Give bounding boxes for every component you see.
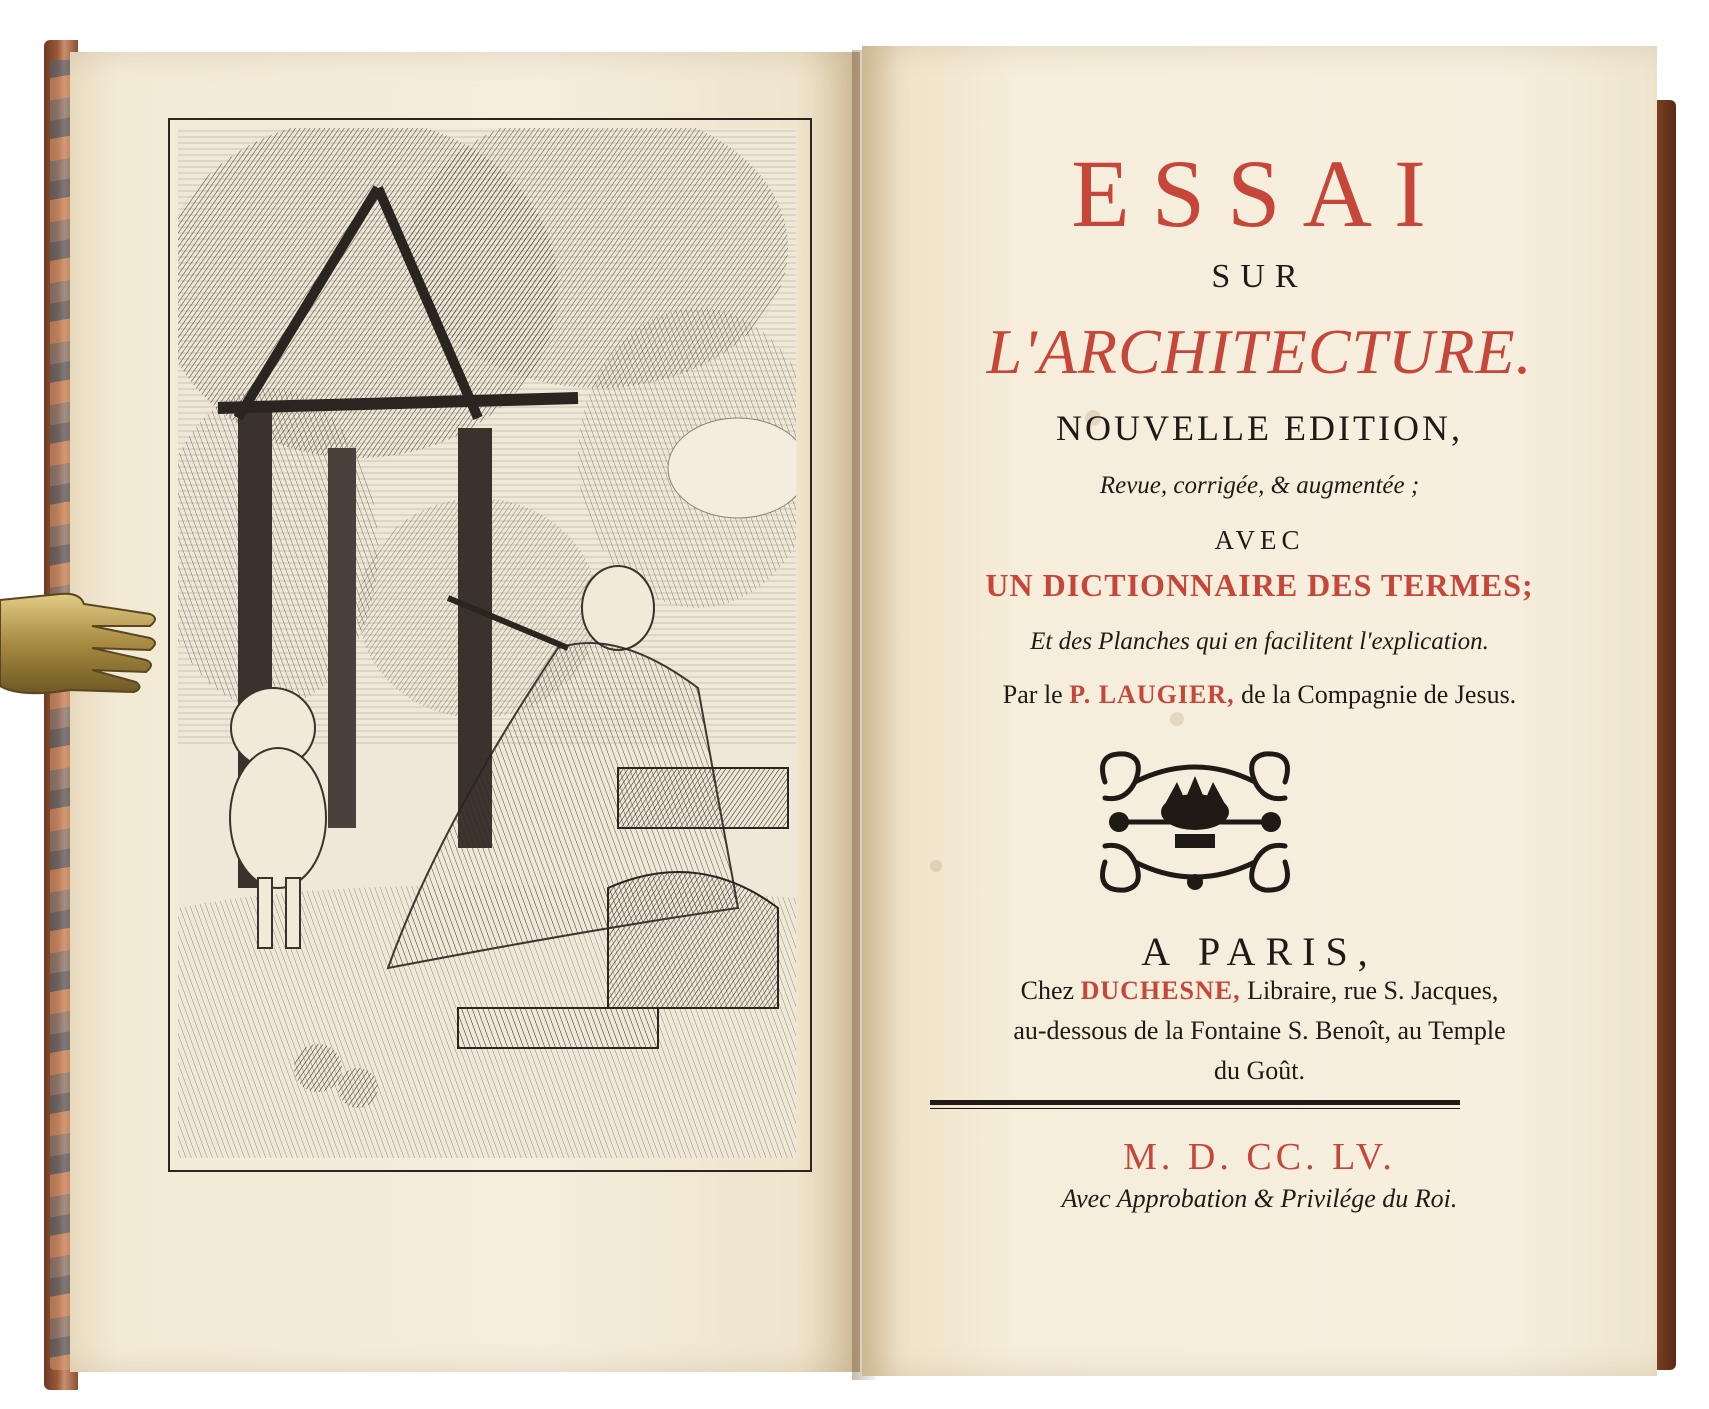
dictionnaire-line: UN DICTIONNAIRE DES TERMES; bbox=[985, 567, 1534, 603]
imprint-date: M. D. CC. LV. bbox=[1123, 1136, 1396, 1178]
edition-line: NOUVELLE EDITION, bbox=[1056, 408, 1463, 448]
planches-line: Et des Planches qui en facilitent l'explication. bbox=[1030, 628, 1489, 655]
publisher-name: DUCHESNE, bbox=[1080, 976, 1241, 1005]
title-essai: ESSAI bbox=[1071, 140, 1448, 247]
address-line-2: du Goût. bbox=[1214, 1056, 1305, 1085]
title-architecture: L'ARCHITECTURE. bbox=[986, 316, 1533, 387]
author-suffix: de la Compagnie de Jesus. bbox=[1234, 680, 1517, 709]
publisher-line bbox=[862, 976, 1657, 1006]
author-prefix: Par le bbox=[1002, 680, 1070, 709]
divider-rule bbox=[930, 1100, 1460, 1105]
publisher-suffix: Libraire, rue S. Jacques, bbox=[1240, 976, 1499, 1005]
divider-rule-thin bbox=[930, 1108, 1460, 1109]
printer-ornament-icon bbox=[1085, 742, 1305, 902]
foxing-spot bbox=[1170, 712, 1184, 726]
author-name: P. LAUGIER, bbox=[1069, 680, 1235, 709]
frontispiece-engraving bbox=[178, 128, 796, 1158]
publisher-prefix: Chez bbox=[1020, 976, 1081, 1005]
approbation-line: Avec Approbation & Privilége du Roi. bbox=[1061, 1184, 1458, 1213]
avec-line: AVEC bbox=[1214, 525, 1305, 555]
foxing-spot bbox=[930, 860, 942, 872]
address-line: au-dessous de la Fontaine S. Benoît, au Temple bbox=[1013, 1016, 1506, 1045]
author-line bbox=[862, 680, 1657, 710]
place-a-paris: A PARIS, bbox=[1141, 929, 1378, 974]
brass-hand-clip-icon bbox=[0, 590, 160, 710]
revue-line: Revue, corrigée, & augmentée ; bbox=[1099, 472, 1420, 499]
title-sur: SUR bbox=[1211, 258, 1308, 295]
